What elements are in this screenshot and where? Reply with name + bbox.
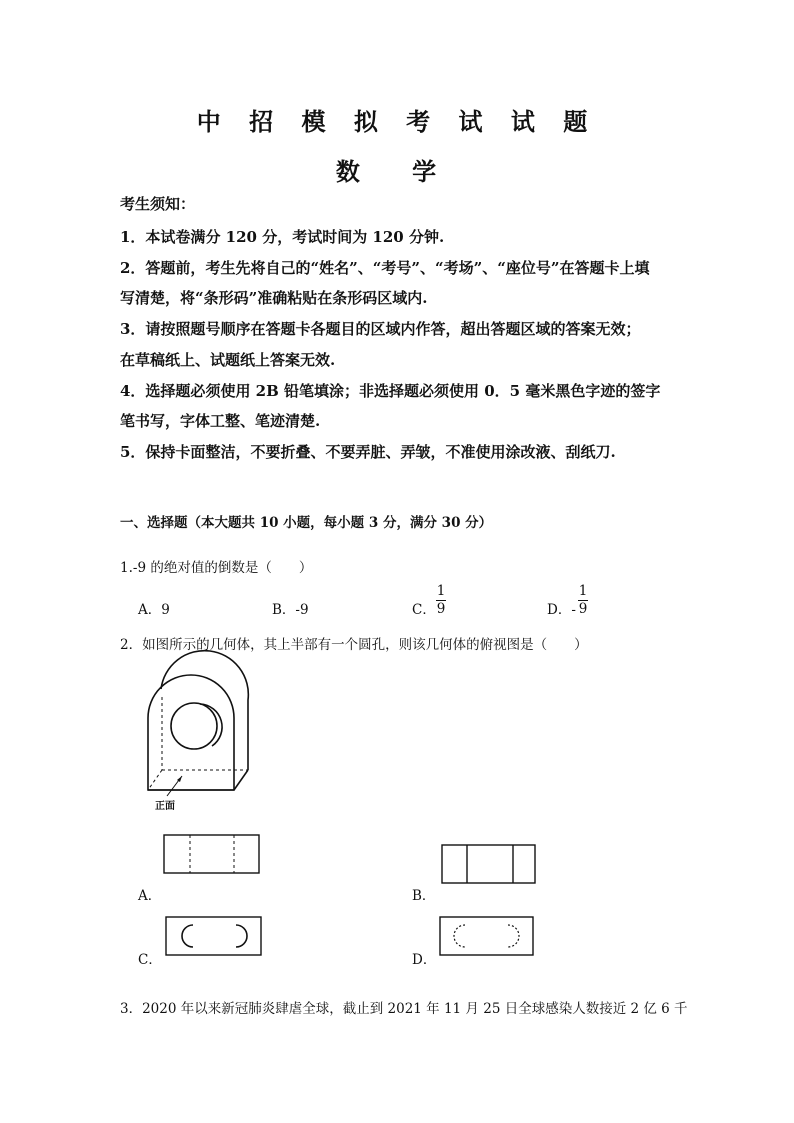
q1-option-d-label: D．- xyxy=(547,602,576,618)
notice-heading: 考生须知： xyxy=(120,195,196,213)
fraction-numerator: 1 xyxy=(436,583,446,599)
fraction-denominator: 9 xyxy=(436,601,446,617)
notice-line-4: 4．选择题必须使用 2B 铅笔填涂；非选择题必须使用 0．5 毫米黑色字迹的签字 xyxy=(120,382,661,400)
section-title-choice: 一、选择题（本大题共 10 小题，每小题 3 分，满分 30 分） xyxy=(120,515,493,531)
notice-line-2: 2．答题前，考生先将自己的“姓名”、“考号”、“考场”、“座位号”在答题卡上填 xyxy=(120,259,650,277)
fraction-denominator: 9 xyxy=(578,601,588,617)
notice-line-1: 1．本试卷满分 120 分，考试时间为 120 分钟. xyxy=(120,228,445,246)
question-1-text: 1.-9 的绝对值的倒数是（ ） xyxy=(120,560,313,576)
option-d-arc-left xyxy=(454,925,465,947)
notice-line-5: 5．保持卡面整洁，不要折叠、不要弄脏、弄皱，不准使用涂改液、刮纸刀. xyxy=(120,443,616,461)
exam-title: 中 招 模 拟 考 试 试 题 xyxy=(196,107,598,136)
q1-option-b: B．-9 xyxy=(272,602,309,618)
q1-option-c-label: C． xyxy=(412,602,436,618)
q2-option-c-label: C． xyxy=(138,952,162,968)
q1-option-a: A．9 xyxy=(138,602,170,618)
notice-line-2b: 写清楚，将“条形码”准确粘贴在条形码区域内. xyxy=(120,289,428,307)
q2-option-a-label: A． xyxy=(138,888,162,904)
question-2-text: 2．如图所示的几何体，其上半部有一个圆孔，则该几何体的俯视图是（ ） xyxy=(120,637,588,653)
q2-option-b-label: B． xyxy=(412,888,436,904)
exam-subject: 数 学 xyxy=(335,157,459,186)
question-3-text: 3．2020 年以来新冠肺炎肆虐全球，截止到 2021 年 11 月 25 日全球感染人数接近 2 亿 6 千 xyxy=(120,1001,688,1017)
fraction-numerator: 1 xyxy=(578,583,588,599)
figure-front-label: 正面 xyxy=(155,801,175,812)
option-d-arc-right xyxy=(508,925,519,947)
notice-line-3: 3．请按照题号顺序在答题卡各题目的区域内作答，超出答题区域的答案无效； xyxy=(120,320,641,338)
notice-line-4b: 笔书写，字体工整、笔迹清楚. xyxy=(120,412,321,430)
q2-option-d-label: D． xyxy=(412,952,437,968)
notice-line-3b: 在草稿纸上、试题纸上答案无效. xyxy=(120,351,336,369)
